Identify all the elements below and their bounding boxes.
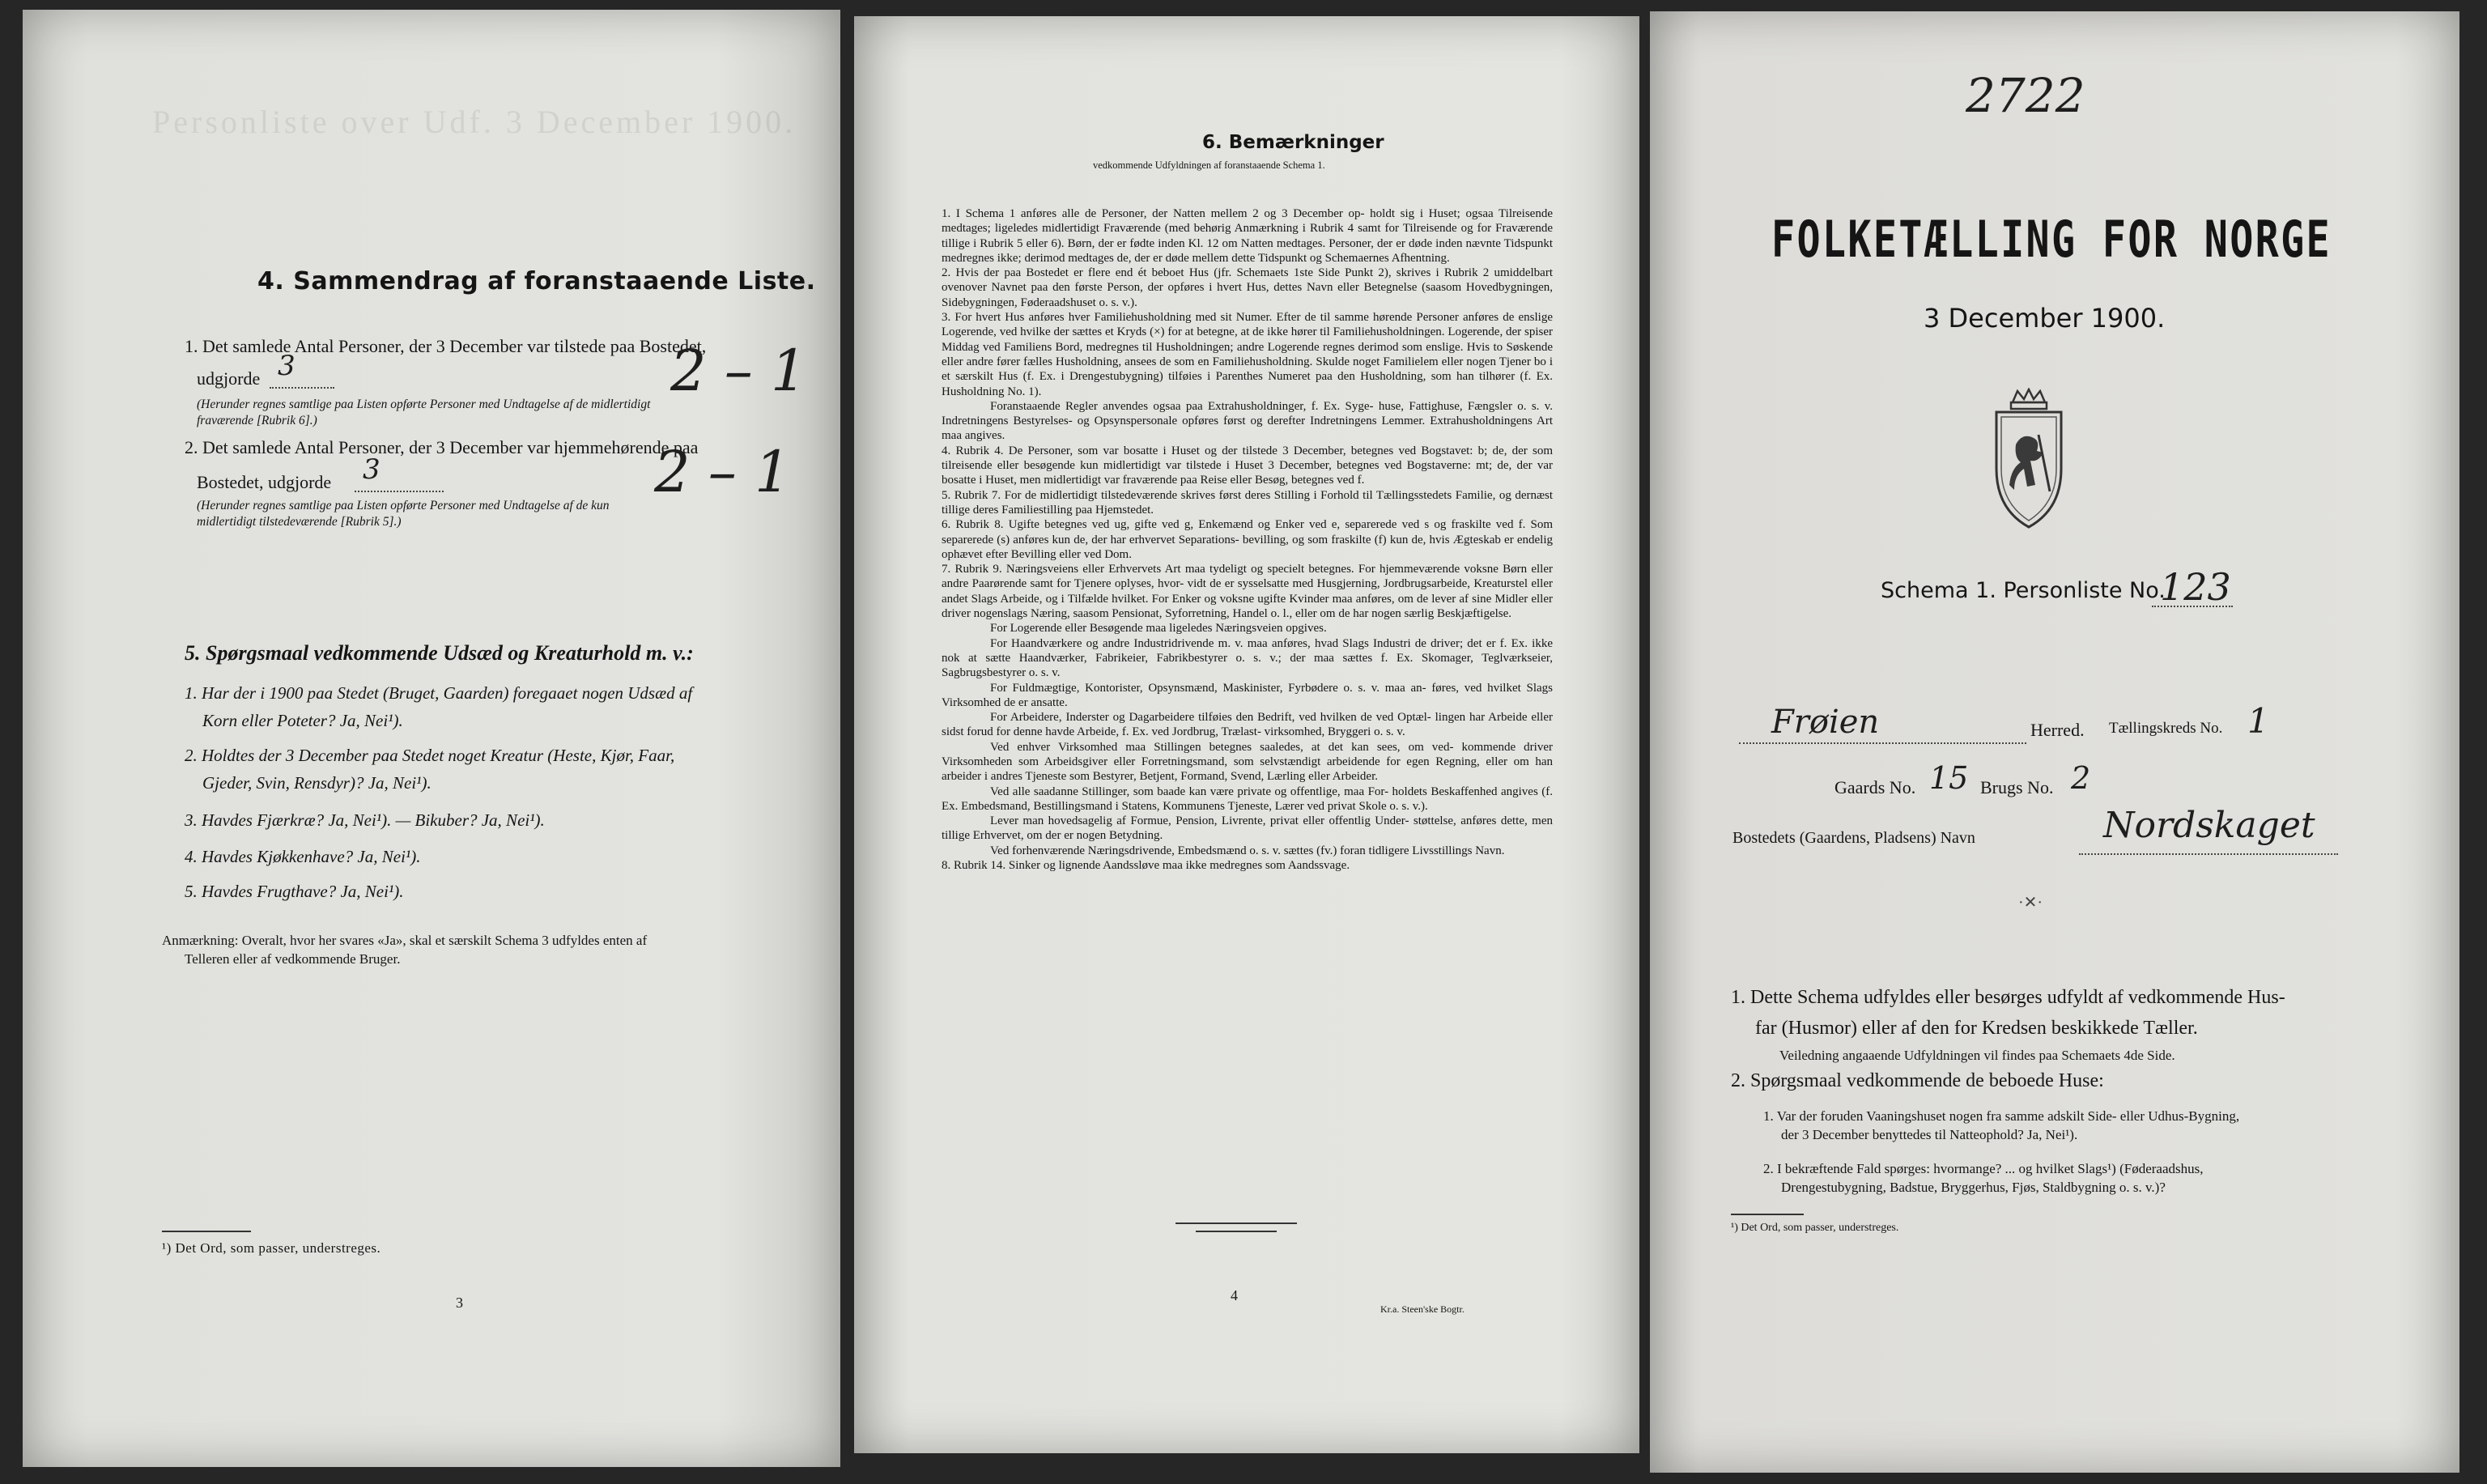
printer-credit: Kr.a. Steen'ske Bogtr.	[1380, 1303, 1465, 1315]
remark-item: Foranstaaende Regler anvendes ogsaa paa Extrahusholdninger, f. Ex. Syge- huse, Fattighuse, Fængsler o. s. v. Indretningens Bestyrelses- og Opsynspersonale opføres først og derefter Indretningens Lemmer. Extrahusholdningens Art maa angives.	[942, 399, 1553, 443]
footnote: ¹) Det Ord, som passer, understreges.	[1731, 1222, 1899, 1234]
question-1a: 1. Har der i 1900 paa Stedet (Bruget, Gaarden) foregaaet nogen Udsæd af	[185, 683, 693, 703]
remark-item: 3. For hvert Hus anføres hver Familiehusholdning med sit Numer. Efter de til samme hørende Personer anføres de enslige Logerende, ved hvilke der sættes et Kryds (×) for at betegne, at de ikke hører til Familiehusholdningen. Logerende, der spiser Middag ved Familiens Bord, medregnes til Husholdningen; andre Logerende regnes derimod som enslige. Hvis to Søskende eller andre fører fælles Husholdning, ansees de som en Familiehusholdning. Skulde noget Familielem eller nogen Tjener bo i et særskilt Hus (f. Ex. i Drengestubygning) tilføies i Parenthes Numeret paa den Husholdning, som han tilhører (f. Ex. Husholdning No. 1).	[942, 311, 1553, 398]
item-2-handwritten-count: 2 – 1	[654, 439, 791, 505]
herred-value: Frøien	[1771, 704, 1880, 741]
footnote-rule	[1731, 1214, 1804, 1215]
remarks-list	[942, 206, 1553, 873]
question-2b: Gjeder, Svin, Rensdyr)? Ja, Nei¹).	[202, 773, 432, 793]
item-1-handwritten-count: 2 – 1	[670, 338, 807, 404]
remark-item: For Arbeidere, Inderster og Dagarbeidere tilføies den Bedrift, ved hvilken de ved Optæl- lingen har Arbeide eller sidst forud for denne havde Arbeide, f. Ex. ved Jordbrug, Trælast- virksomhed, Bryggeri o. s. v.	[942, 711, 1553, 739]
bosted-line	[2079, 853, 2338, 855]
herred-label: Herred.	[2030, 720, 2085, 740]
bosted-label: Bostedets (Gaardens, Pladsens) Navn	[1732, 829, 1975, 847]
instruction-2-q2b: Drengestubygning, Badstue, Bryggerhus, Fjøs, Staldbygning o. s. v.)?	[1781, 1180, 2166, 1195]
item-1-note-1: (Herunder regnes samtlige paa Listen opførte Personer med Undtagelse af de midlertidigt	[197, 398, 651, 411]
remark-item: Ved enhver Virksomhed maa Stillingen betegnes saaledes, at det kan sees, om ved- kommende driver Virksomheden som Arbeidsgiver eller Forretningsmand, som selvstændigt arbeidende for egen Regning, eller om han arbeider i andres Tjeneste som Bestyrer, Betjent, Formand, Svend, Lærling eller Arbeider.	[942, 740, 1553, 784]
divider-ornament: ·✕·	[2018, 894, 2043, 912]
remark-item: For Fuldmægtige, Kontorister, Opsynsmænd, Maskinister, Fyrbødere o. s. v. maa an- føres, ved hvilket Slags Virksomhed de er ansatte.	[942, 681, 1553, 709]
closing-rule	[1175, 1222, 1297, 1224]
archive-number: 2722	[1966, 68, 2085, 123]
remark-item: 7. Rubrik 9. Næringsveiens eller Erhvervets Art maa tydeligt og specielt betegnes. For hjemmeværende voksne Børn eller andre Paarørende samt for Tjenere oplyses, hvor- vidt de er sysselsatte med Husgjerning, Jordbrugsarbeide, Kreaturstel eller andet Slags Arbeide, og i Tilfælde hvilket. For Enker og voksne ugifte Kvinder maa anføres, om de lever af sine Midler eller driver nogenslags Næring, saasom Pensionat, Syforretning, Handel o. l., eller om de har nogen særlig Beskjæftigelse.	[942, 563, 1553, 621]
item-2-dotline	[355, 491, 444, 492]
schema-number: 123	[2160, 565, 2231, 609]
question-4: 4. Havdes Kjøkkenhave? Ja, Nei¹).	[185, 847, 421, 866]
remark-item: 6. Rubrik 8. Ugifte betegnes ved ug, gifte ved g, Enkemænd og Enker ved e, separerede ved s og fraskilte ved f. Som separerede (s) anføres kun de, der har erhvervet Separations- bevilling, og som fraskilte (f) kun de, hvis Ægteskab er endelig ophævet efter Bevilling eller ved Dom.	[942, 518, 1553, 561]
item-1-value: 3	[278, 350, 295, 382]
remark-item: Ved forhenværende Næringsdrivende, Embedsmænd o. s. v. sættes (fv.) foran tidligere Livsstillings Navn.	[990, 844, 1505, 857]
norway-coat-of-arms-icon	[1990, 388, 2068, 530]
remark-item: Ved alle saadanne Stillinger, som baade kan være private og offentlige, maa For- holdets Beskaffenhed angives (f. Ex. Embedsmand, Bestillingsmand i Statens, Kommunens Tjeneste, Lærer ved privat Skole o. s. v.).	[942, 785, 1553, 813]
item-1-dotline	[270, 387, 334, 389]
question-3: 3. Havdes Fjærkræ? Ja, Nei¹). — Bikuber? Ja, Nei¹).	[185, 810, 545, 830]
instruction-1-line-2: far (Husmor) eller af den for Kredsen beskikkede Tæller.	[1755, 1018, 2198, 1039]
cover-page	[1650, 11, 2459, 1473]
remarks-title: 6. Bemærkninger	[1202, 132, 1384, 153]
instruction-2-q1a: 1. Var der foruden Vaaningshuset nogen fra samme adskilt Side- eller Udhus-Bygning,	[1763, 1108, 2240, 1124]
kreds-value: 1	[2247, 701, 2269, 741]
section-4-title: 4. Sammendrag af foranstaaende Liste.	[257, 267, 816, 296]
remark-item: For Haandværkere og andre Industridrivende m. v. maa anføres, hvad Slags Industri de driver; det er f. Ex. ikke nok at sætte Haandværker, Fabrikeier, Fabrikbestyrer o. s. v.; der maa sættes f. Ex. Skomager, Teglværkseier, Sagbrugsbestyrer o. s. v.	[942, 636, 1553, 680]
schema-number-line	[2152, 606, 2233, 607]
item-2-note-1: (Herunder regnes samtlige paa Listen opførte Personer med Undtagelse af de kun	[197, 499, 610, 512]
item-1-note-2: fraværende [Rubrik 6].)	[197, 414, 317, 427]
bleed-through-heading: Personliste over Udf. 3 December 1900.	[152, 104, 797, 140]
remark-item: Lever man hovedsagelig af Formue, Pension, Livrente, privat eller offentlig Under- støttelse, anføres dette, men tillige Erhvervet, om der er nogen Betydning.	[942, 814, 1553, 843]
page-number: 3	[456, 1295, 463, 1311]
footnote-rule	[162, 1231, 251, 1232]
item-2-line-2: Bostedet, udgjorde	[197, 472, 332, 492]
footnote: ¹) Det Ord, som passer, understreges.	[162, 1240, 381, 1256]
page-3	[23, 10, 840, 1467]
remark-item: For Logerende eller Besøgende maa ligeledes Næringsveien opgives.	[990, 622, 1327, 636]
bosted-value: Nordskaget	[2103, 805, 2315, 846]
remark-item: 8. Rubrik 14. Sinker og lignende Aandssløve maa ikke medregnes som Aandssvage.	[942, 859, 1350, 873]
gaards-value: 15	[1929, 760, 1969, 796]
question-2a: 2. Holdtes der 3 December paa Stedet noget Kreatur (Heste, Kjør, Faar,	[185, 746, 675, 765]
brugs-label: Brugs No.	[1980, 777, 2054, 797]
instruction-1-line-1: 1. Dette Schema udfyldes eller besørges udfyldt af vedkommende Hus-	[1731, 987, 2285, 1008]
gaards-label: Gaards No.	[1834, 777, 1916, 797]
schema-label: Schema 1. Personliste No.	[1881, 578, 2166, 603]
instruction-2-q1b: der 3 December benyttedes til Natteophold? Ja, Nei¹).	[1781, 1127, 2078, 1142]
section-5-title: 5. Spørgsmaal vedkommende Udsæd og Kreaturhold m. v.:	[185, 641, 694, 665]
instruction-2-title: 2. Spørgsmaal vedkommende de beboede Huse:	[1731, 1070, 2104, 1091]
census-title: FOLKETÆLLING FOR NORGE	[1771, 210, 2332, 269]
item-2-note-2: midlertidigt tilstedeværende [Rubrik 5].)	[197, 515, 402, 529]
herred-line	[1739, 742, 2026, 744]
closing-rule-short	[1196, 1231, 1277, 1232]
item-2-line-1: 2. Det samlede Antal Personer, der 3 December var hjemmehørende paa	[185, 437, 699, 457]
remark-item: 1. I Schema 1 anføres alle de Personer, der Natten mellem 2 og 3 December op- holdt sig i Huset; ogsaa Tilreisende medtages; ligeledes midlertidigt Fraværende (med behørig Anmærkning i Rubrik 4 samt for Tilreisende og for Fraværende tillige i Rubrik 5 eller 6). Børn, der er fødte inden Kl. 12 om Natten medtages. Personer, der er døde inden nævnte Tidspunkt medregnes ikke; derimod medtages de, der er døde mellem dette Tidspunkt og Schemaernes Afhentning.	[942, 207, 1553, 265]
instruction-2-q2a: 2. I bekræftende Fald spørges: hvormange? ... og hvilket Slags¹) (Føderaadshus,	[1763, 1161, 2204, 1176]
item-2-value: 3	[363, 453, 380, 486]
question-1b: Korn eller Poteter? Ja, Nei¹).	[202, 711, 403, 730]
remarks-subtitle: vedkommende Udfyldningen af foranstaaende Schema 1.	[1093, 159, 1325, 171]
remark-line-2: Telleren eller af vedkommende Bruger.	[185, 951, 401, 967]
page-number: 4	[1231, 1287, 1238, 1303]
remark-item: 4. Rubrik 4. De Personer, som var bosatte i Huset og der tilstede 3 December, betegnes ved Bogstavet: b; de, der som tilreisende eller besøgende kun midlertidigt var tilstede i Huset 3 December, betegnes ved Bogstaverne: mt; de, der var bosatte i Huset, men midlertidigt var fraværende paa Reise eller Besøg, betegnes ved f.	[942, 444, 1553, 487]
instruction-1-line-3: Veiledning angaaende Udfyldningen vil findes paa Schemaets 4de Side.	[1779, 1048, 2175, 1063]
item-1-line-2: udgjorde	[197, 368, 261, 389]
question-5: 5. Havdes Frugthave? Ja, Nei¹).	[185, 882, 404, 901]
brugs-value: 2	[2071, 760, 2091, 796]
page-4	[854, 16, 1639, 1453]
kreds-label: Tællingskreds No.	[2109, 720, 2223, 737]
remark-line-1: Anmærkning: Overalt, hvor her svares «Ja», skal et særskilt Schema 3 udfyldes enten af	[162, 933, 648, 948]
remark-item: 2. Hvis der paa Bostedet er flere end ét beboet Hus (jfr. Schemaets 1ste Side Punkt 2), skrives i Rubrik 2 umiddelbart ovenover Navnet paa den første Person, der opføres i hvert Hus, dettes Navn eller Betegnelse (saasom Hovedbygningen, Sidebygningen, Føderaadshuset o. s. v.).	[942, 266, 1553, 309]
item-1-line-1: 1. Det samlede Antal Personer, der 3 December var tilstede paa Bostedet,	[185, 336, 707, 356]
remark-item: 5. Rubrik 7. For de midlertidigt tilstedeværende skrives først deres Stilling i Forhold til Tællingsstedets Familie, og dernæst tillige deres Familiestilling paa Hjemstedet.	[942, 488, 1553, 517]
census-date: 3 December 1900.	[1924, 303, 2166, 334]
